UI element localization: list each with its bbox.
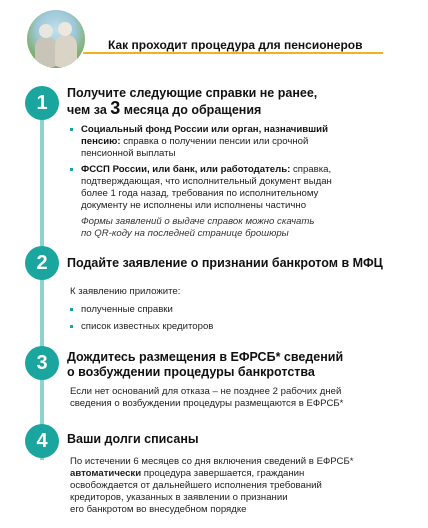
step-4-title: Ваши долги списаны	[67, 432, 199, 446]
step-2-bullet-2: список известных кредиторов	[81, 321, 213, 333]
step-1-bullet-sfr: Социальный фонд России или орган, назначивший пенсию: справка о получении пенсии или срочной пенсионной выплаты	[81, 124, 328, 160]
step-2-intro: К заявлению приложите:	[70, 286, 181, 297]
step-3-text: Если нет оснований для отказа – не позднее 2 рабочих дней сведения о возбуждении процедуры размещаются в ЕФРСБ*	[70, 386, 344, 409]
step-number-4: 4	[25, 424, 59, 458]
step-1-note: Формы заявлений о выдаче справок можно скачать по QR-коду на последней странице брошюры	[81, 216, 315, 239]
timeline-rail	[40, 100, 44, 460]
page-title: Как проходит процедура для пенсионеров	[108, 38, 363, 52]
step-3-title: Дождитесь размещения в ЕФРСБ* сведений о возбуждении процедуры банкротства	[67, 350, 344, 379]
header	[0, 0, 428, 80]
step-number-2: 2	[25, 246, 59, 280]
step-number-1: 1	[25, 86, 59, 120]
title-underline	[83, 52, 383, 54]
bullet-marker	[70, 168, 73, 171]
step-4-text: По истечении 6 месяцев со дня включения сведений в ЕФРСБ* автоматически процедура завершается, гражданин освобождается от дальнейшего исполнения требований кредиторов, указанных в заявлении о признании его банкротом во внесудебном порядке	[70, 456, 354, 515]
step-number-3: 3	[25, 346, 59, 380]
step-2-title: Подайте заявление о признании банкротом в МФЦ	[67, 256, 383, 270]
bullet-marker	[70, 308, 73, 311]
elderly-couple-photo	[27, 10, 85, 68]
bullet-marker	[70, 128, 73, 131]
step-1-bullet-fssp: ФССП России, или банк, или работодатель: справка, подтверждающая, что исполнительный документ выдан более 1 года назад, требования по исполнительному документу не исполнены или исполнены частично	[81, 164, 332, 212]
bullet-marker	[70, 325, 73, 328]
step-2-bullet-1: полученные справки	[81, 304, 173, 316]
step-1-title: Получите следующие справки не ранее, чем за 3 месяца до обращения	[67, 86, 318, 118]
